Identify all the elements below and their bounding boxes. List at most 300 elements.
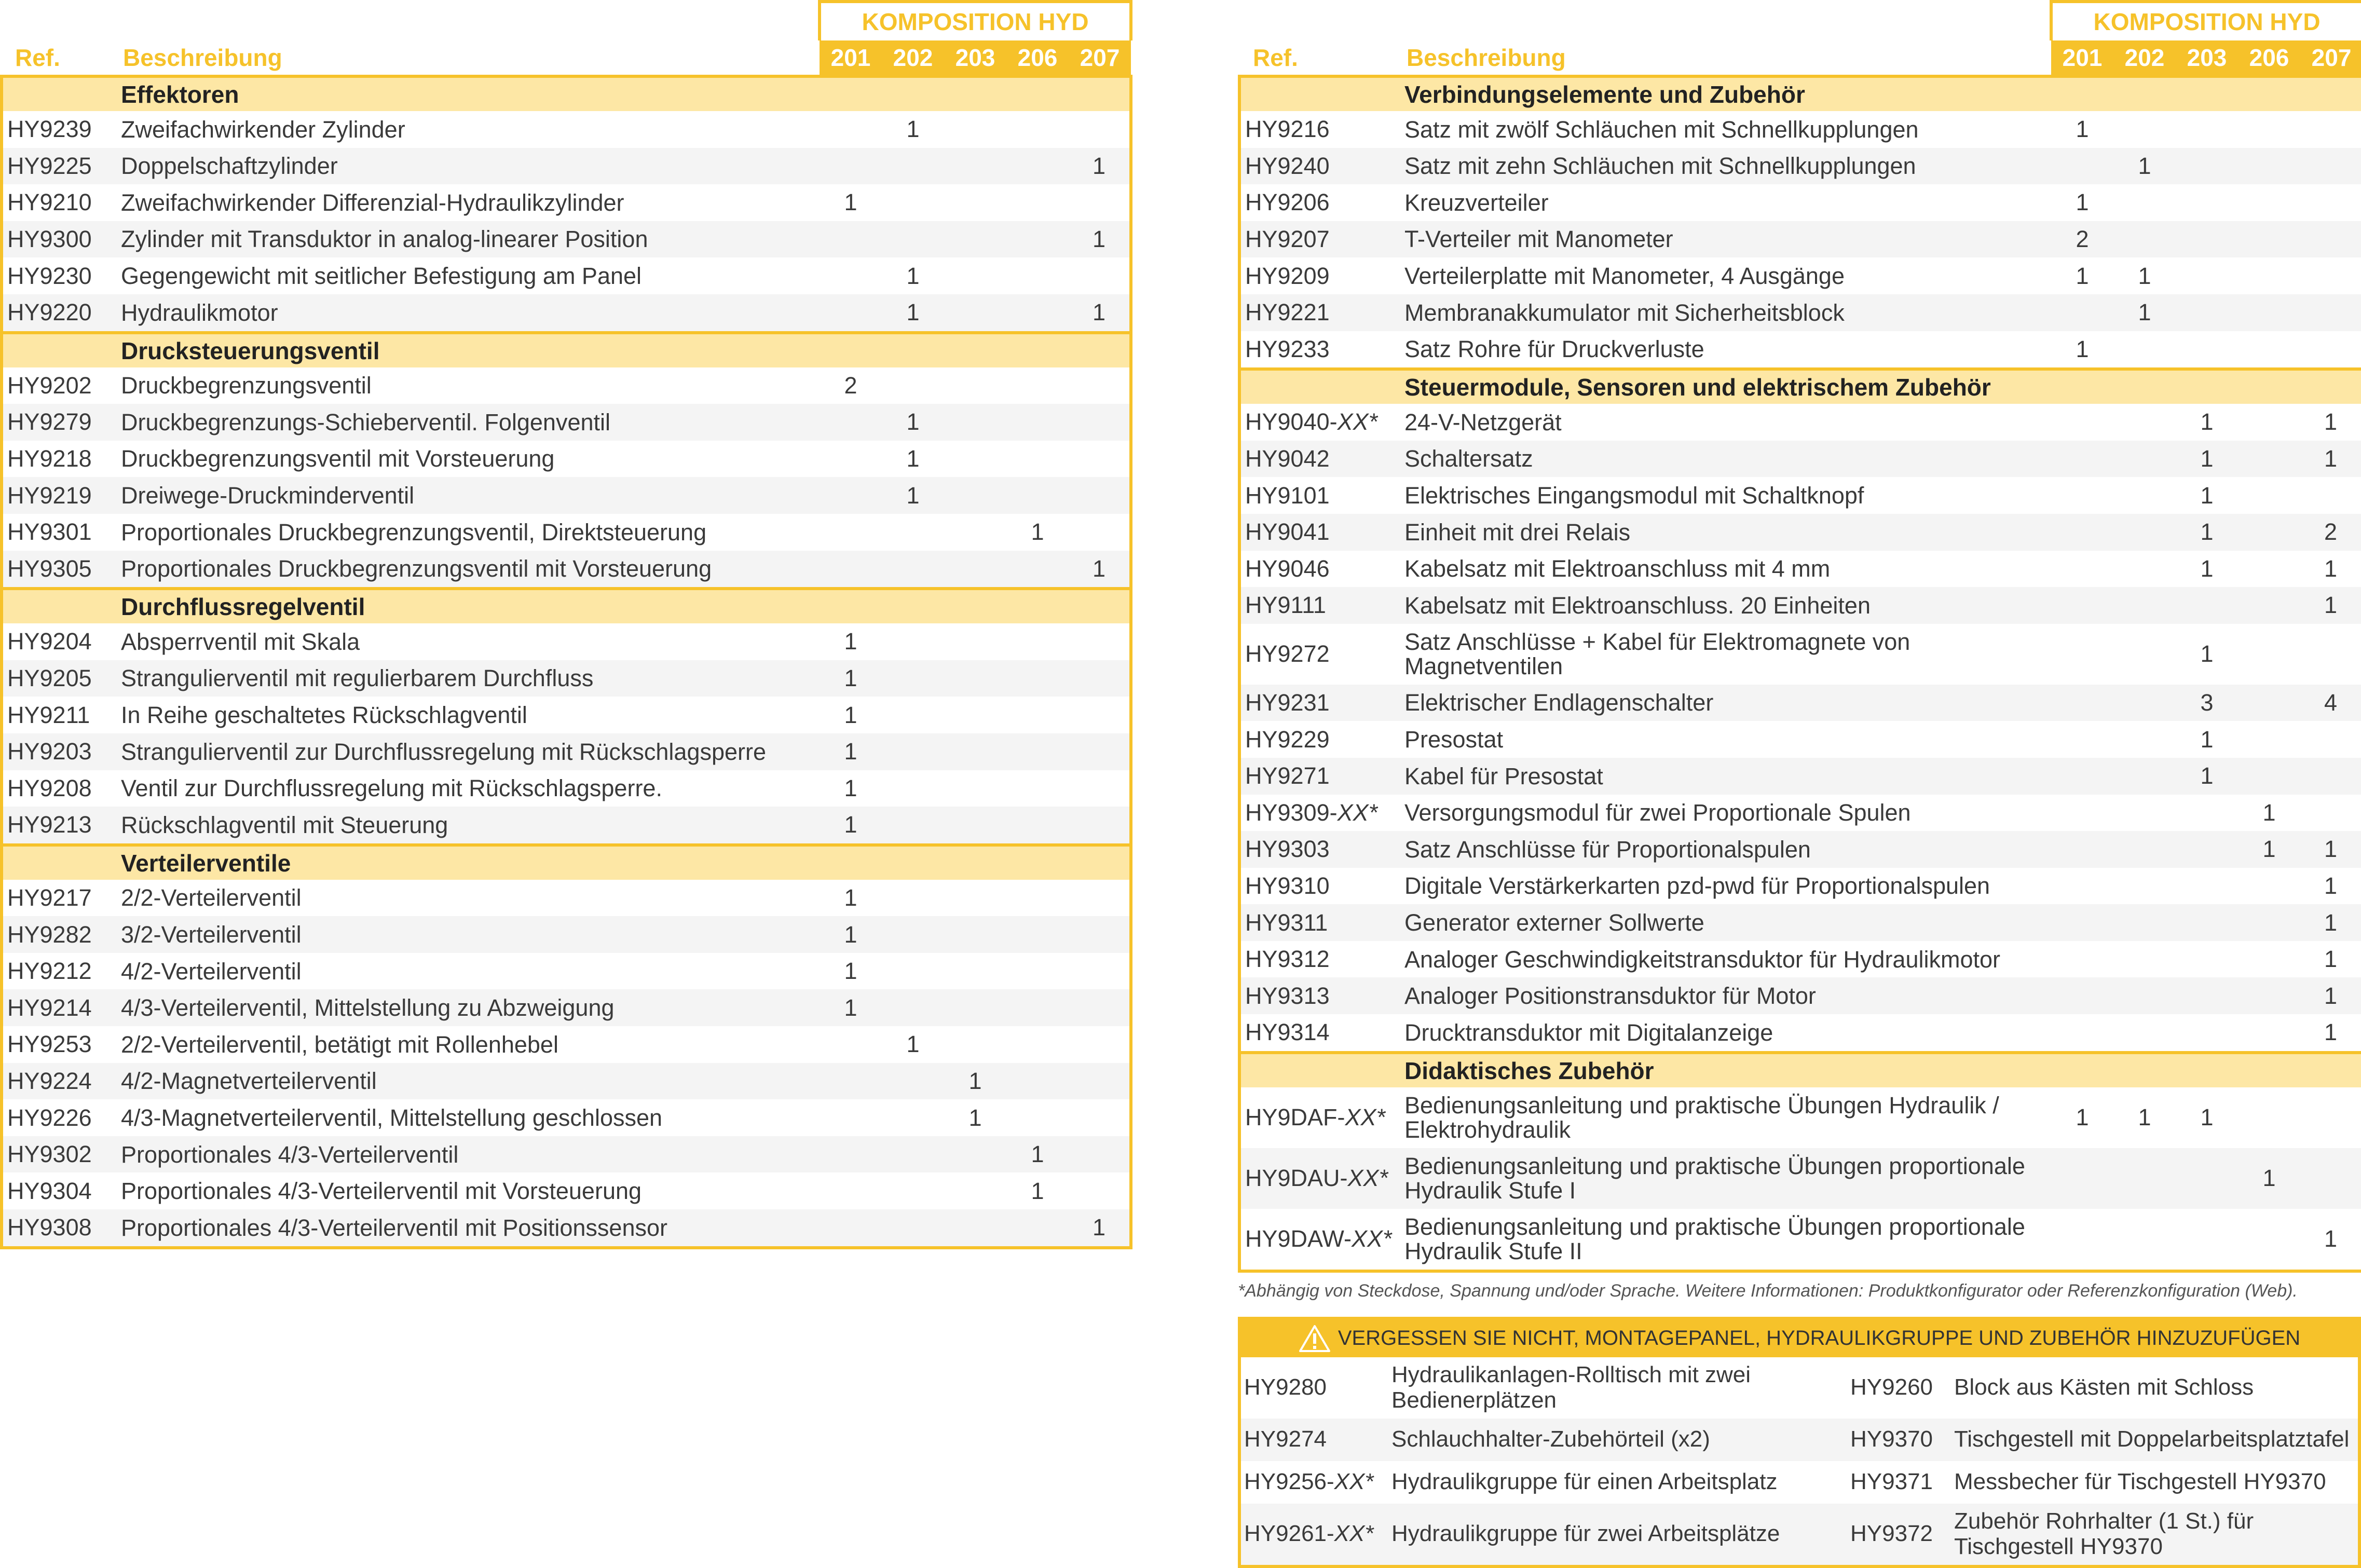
item-quantity: 1 [1069, 294, 1131, 333]
item-quantity [2113, 868, 2176, 905]
item-quantity [2176, 184, 2238, 221]
item-description: Verteilerplatte mit Manometer, 4 Ausgänge [1404, 263, 1845, 290]
item-quantity [2113, 624, 2176, 685]
item-ref-code: HY9305 [7, 555, 92, 582]
item-quantity [2051, 685, 2113, 721]
item-description: Absperrventil mit Skala [121, 628, 360, 655]
item-ref [2, 1063, 121, 1100]
item-quantity [2051, 148, 2113, 185]
item-quantity [2238, 904, 2300, 941]
accessory-ref [1241, 1419, 1388, 1461]
item-quantity [1006, 807, 1069, 845]
item-quantity [2051, 404, 2113, 441]
section-spacer [1239, 369, 1404, 404]
item-quantity: 1 [2076, 335, 2089, 362]
item-quantity [820, 441, 882, 478]
item-quantity [2176, 331, 2238, 370]
item-ref-suffix: XX* [1352, 1225, 1392, 1252]
item-quantity: 1 [2200, 555, 2214, 582]
item-quantity [1069, 441, 1131, 478]
item-quantity: 1 [2200, 408, 2214, 435]
model-column-header: 203 [2176, 40, 2238, 76]
item-quantity [944, 807, 1006, 845]
item-quantity [2238, 148, 2300, 185]
item-description: Versorgungsmodul für zwei Proportionale Spulen [1404, 799, 1911, 826]
item-quantity [2051, 758, 2113, 795]
item-quantity [2176, 221, 2238, 258]
item-quantity [882, 148, 944, 185]
item-description: Generator externer Sollwerte [1404, 904, 2051, 941]
section-spacer [2, 845, 121, 880]
item-ref-code: HY9206 [1245, 189, 1330, 216]
item-ref [1239, 111, 1404, 148]
table-row [1239, 795, 2361, 831]
item-description: Strangulierventil zur Durchflussregelung mit Rückschlagsperre [121, 733, 820, 770]
item-quantity [1069, 514, 1131, 551]
item-quantity [2051, 721, 2113, 758]
section-spacer [2, 76, 121, 111]
accessory-ref-code: HY9280 [1244, 1374, 1327, 1400]
item-description: Digitale Verstärkerkarten pzd-pwd für Proportionalspulen [1404, 872, 1990, 899]
item-quantity [944, 697, 1006, 733]
item-quantity [2300, 477, 2361, 514]
table-row [2, 989, 1131, 1026]
reminder-header [1241, 1320, 2358, 1357]
item-ref-code: HY9220 [7, 299, 92, 326]
item-quantity: 1 [844, 701, 857, 728]
item-ref [2, 953, 121, 990]
right-table-column [1238, 0, 2361, 1568]
item-quantity [2113, 514, 2176, 551]
item-quantity [882, 770, 944, 807]
item-quantity [2176, 831, 2238, 868]
table-row [1239, 685, 2361, 721]
item-ref-code: HY9213 [7, 811, 92, 838]
accessory-ref-code: HY9256- [1244, 1469, 1334, 1495]
item-quantity [2238, 721, 2300, 758]
item-quantity [944, 1026, 1006, 1063]
item-quantity [2113, 1148, 2176, 1209]
item-quantity [2051, 831, 2113, 868]
accessory-description: Hydraulikgruppe für einen Arbeitsplatz [1391, 1469, 1778, 1495]
table-row [1239, 257, 2361, 294]
item-ref [1239, 294, 1404, 331]
item-description: Zweifachwirkender Zylinder [121, 116, 405, 143]
item-description: Kreuzverteiler [1404, 189, 1549, 216]
item-quantity: 1 [2300, 977, 2361, 1014]
item-quantity [1006, 733, 1069, 770]
item-quantity [2113, 184, 2176, 221]
item-description: Ventil zur Durchflussregelung mit Rückschlagsperre. [121, 775, 662, 802]
item-description: Kabelsatz mit Elektroanschluss. 20 Einheiten [1404, 587, 2051, 624]
section-header-row [1239, 76, 2361, 111]
item-ref [2, 551, 121, 589]
item-quantity: 1 [906, 445, 920, 472]
item-quantity [2113, 221, 2176, 258]
model-column-header: 203 [944, 40, 1006, 76]
item-quantity: 1 [2300, 441, 2361, 478]
item-quantity: 1 [2200, 726, 2214, 753]
item-description: Presostat [1404, 726, 1504, 753]
item-ref [2, 294, 121, 333]
item-ref [2, 880, 121, 917]
item-quantity: 1 [1031, 519, 1044, 546]
section-title: Verteilerventile [121, 845, 1131, 880]
item-quantity [2176, 294, 2238, 331]
accessory-ref: HY9372 [1847, 1504, 1951, 1565]
item-quantity [2238, 111, 2300, 148]
item-ref-code: HY9042 [1245, 445, 1330, 472]
item-quantity: 1 [2138, 262, 2151, 289]
item-quantity: 1 [882, 404, 944, 441]
item-ref [1239, 184, 1404, 221]
item-quantity [1006, 367, 1069, 404]
item-quantity [1069, 697, 1131, 733]
item-ref [1239, 477, 1404, 514]
item-description: Einheit mit drei Relais [1404, 514, 2051, 551]
section-title: Effektoren [121, 76, 1131, 111]
item-quantity [944, 1209, 1006, 1248]
table-row [1239, 758, 2361, 795]
section-title: Verbindungselemente und Zubehör [1404, 76, 2361, 111]
item-quantity [2051, 868, 2113, 905]
item-ref [1239, 404, 1404, 441]
item-ref-code: HY9218 [7, 445, 92, 472]
item-quantity [1006, 916, 1069, 953]
item-quantity [2238, 685, 2300, 721]
item-quantity [882, 367, 944, 404]
model-column-header: 207 [2300, 40, 2361, 76]
item-quantity: 1 [882, 294, 944, 333]
table-row [1239, 441, 2361, 478]
item-quantity [2300, 294, 2361, 331]
item-description: Satz Anschlüsse für Proportionalspulen [1404, 831, 2051, 868]
item-ref [1239, 685, 1404, 721]
item-quantity [944, 770, 1006, 807]
item-quantity [2238, 624, 2300, 685]
item-description: Druckbegrenzungsventil [121, 372, 372, 399]
description-column-header: Beschreibung [1404, 40, 2051, 76]
item-quantity [2238, 1087, 2300, 1148]
table-row [1239, 904, 2361, 941]
item-description: 3/2-Verteilerventil [121, 916, 820, 953]
item-quantity [2300, 221, 2361, 258]
table-row [1239, 1148, 2361, 1209]
item-ref-suffix: XX* [1337, 408, 1378, 435]
item-ref-code: HY9203 [7, 738, 92, 765]
item-quantity: 2 [844, 372, 857, 399]
item-quantity: 1 [2200, 482, 2214, 509]
accessory-description: Schlauchhalter-Zubehörteil (x2) [1388, 1419, 1847, 1461]
accessories-table [1241, 1357, 2358, 1565]
item-quantity [1006, 1026, 1069, 1063]
item-ref [2, 733, 121, 770]
section-spacer [2, 333, 121, 367]
description-column-header: Beschreibung [121, 40, 820, 76]
item-quantity [2113, 795, 2176, 831]
item-ref [2, 1172, 121, 1209]
item-quantity: 1 [2238, 1148, 2300, 1209]
item-quantity [882, 953, 944, 990]
table-row [1239, 111, 2361, 148]
item-quantity [820, 551, 882, 589]
item-ref [1239, 441, 1404, 478]
item-quantity: 1 [2076, 116, 2089, 143]
table-row [1239, 1087, 2361, 1148]
table-row [1239, 587, 2361, 624]
item-quantity: 1 [968, 1104, 982, 1131]
accessory-ref-code: HY9261- [1244, 1521, 1334, 1547]
item-quantity [882, 1209, 944, 1248]
table-row [2, 623, 1131, 660]
item-quantity: 1 [2076, 262, 2089, 289]
table-row [2, 441, 1131, 478]
item-quantity [1006, 477, 1069, 514]
item-description: Zweifachwirkender Differenzial-Hydraulikzylinder [121, 189, 624, 216]
item-description: Membranakkumulator mit Sicherheitsblock [1404, 294, 2051, 331]
item-ref [1239, 941, 1404, 978]
section-spacer [2, 589, 121, 623]
item-quantity [820, 1099, 882, 1136]
item-quantity [1006, 660, 1069, 697]
item-quantity: 1 [844, 189, 857, 216]
item-description: Rückschlagventil mit Steuerung [121, 807, 820, 845]
item-ref-code: HY9212 [7, 958, 92, 985]
item-description: Doppelschaftzylinder [121, 148, 820, 185]
item-quantity [2300, 1087, 2361, 1148]
table-row [1239, 184, 2361, 221]
item-description: Elektrischer Endlagenschalter [1404, 685, 2051, 721]
section-title: Didaktisches Zubehör [1404, 1053, 2361, 1087]
item-quantity [820, 221, 882, 258]
item-quantity [1069, 111, 1131, 148]
accessory-description: Block aus Kästen mit Schloss [1954, 1374, 2254, 1400]
item-description: Satz mit zehn Schläuchen mit Schnellkupplungen [1404, 148, 2051, 185]
item-description: Proportionales 4/3-Verteilerventil mit Vorsteuerung [121, 1178, 642, 1205]
item-description: Druckbegrenzungs-Schieberventil. Folgenventil [121, 404, 820, 441]
item-quantity [2113, 441, 2176, 478]
item-quantity: 1 [906, 1031, 920, 1058]
table-row [1239, 404, 2361, 441]
item-description: Proportionales 4/3-Verteilerventil [121, 1136, 820, 1173]
table-row [2, 1099, 1131, 1136]
section-header-row [1239, 369, 2361, 404]
item-quantity [1069, 770, 1131, 807]
item-quantity [820, 404, 882, 441]
table-row [1239, 477, 2361, 514]
item-ref-code: HY9221 [1245, 299, 1330, 326]
table-row [2, 551, 1131, 589]
item-ref-code: HY9210 [7, 189, 92, 216]
table-row [2, 111, 1131, 148]
item-ref-code: HY9304 [7, 1177, 92, 1204]
item-quantity: 1 [820, 807, 882, 845]
ref-column-header: Ref. [1239, 40, 1404, 76]
accessory-ref [1241, 1357, 1388, 1419]
item-quantity [944, 953, 1006, 990]
item-ref [2, 514, 121, 551]
item-ref-code: HY9302 [7, 1141, 92, 1168]
table-row [2, 1209, 1131, 1248]
table-row [2, 916, 1131, 953]
item-quantity [820, 1209, 882, 1248]
item-ref [2, 221, 121, 258]
item-ref-code: HY9101 [1245, 482, 1330, 509]
item-quantity [2300, 795, 2361, 831]
item-quantity [2051, 514, 2113, 551]
item-quantity: 1 [820, 660, 882, 697]
item-quantity: 1 [2200, 1104, 2214, 1131]
item-description: Zylinder mit Transduktor in analog-linearer Position [121, 221, 820, 258]
item-quantity [2176, 1209, 2238, 1271]
item-quantity [820, 294, 882, 333]
item-description: Kabelsatz mit Elektroanschluss mit 4 mm [1404, 555, 1831, 582]
item-quantity: 1 [2300, 587, 2361, 624]
item-quantity [944, 367, 1006, 404]
item-quantity [2238, 551, 2300, 588]
item-quantity [2176, 1014, 2238, 1053]
item-quantity [944, 111, 1006, 148]
item-quantity [1069, 1026, 1131, 1063]
item-quantity [882, 1063, 944, 1100]
table-row [2, 1172, 1131, 1209]
item-ref-code: HY9240 [1245, 152, 1330, 179]
accessory-ref: HY9370 [1847, 1419, 1951, 1461]
item-ref-code: HY9309- [1245, 799, 1338, 826]
item-quantity [2238, 868, 2300, 905]
item-ref-code: HY9300 [7, 226, 92, 253]
item-quantity [2176, 257, 2238, 294]
item-quantity [2238, 514, 2300, 551]
item-quantity [2051, 977, 2113, 1014]
item-ref [2, 148, 121, 185]
item-quantity [2238, 331, 2300, 370]
item-quantity [1069, 953, 1131, 990]
item-ref [2, 1099, 121, 1136]
item-quantity [1069, 1099, 1131, 1136]
item-quantity [2238, 1209, 2300, 1271]
item-ref-code: HY9230 [7, 262, 92, 289]
item-quantity [944, 551, 1006, 589]
item-ref [2, 184, 121, 221]
item-quantity [2113, 331, 2176, 370]
table-row [1239, 624, 2361, 685]
item-description: 4/3-Verteilerventil, Mittelstellung zu Abzweigung [121, 989, 820, 1026]
section-spacer [1239, 76, 1404, 111]
item-quantity [1069, 257, 1131, 294]
item-quantity [944, 1136, 1006, 1173]
item-description: Satz Rohre für Druckverluste [1404, 336, 1704, 363]
item-quantity [1069, 916, 1131, 953]
item-ref-suffix: XX* [1337, 799, 1378, 826]
item-quantity [2113, 477, 2176, 514]
accessory-row [1241, 1504, 2358, 1565]
table-row [2, 1063, 1131, 1100]
item-quantity [1069, 623, 1131, 660]
item-ref [2, 367, 121, 404]
item-quantity [1006, 441, 1069, 478]
item-quantity: 1 [1069, 148, 1131, 185]
section-title: Steuermodule, Sensoren und elektrischem Zubehör [1404, 369, 2361, 404]
model-column-header: 202 [2113, 40, 2176, 76]
item-quantity: 1 [1069, 551, 1131, 589]
item-quantity: 1 [1031, 1177, 1044, 1204]
item-quantity [944, 184, 1006, 221]
item-quantity: 1 [820, 989, 882, 1026]
item-quantity: 1 [944, 1063, 1006, 1100]
item-quantity [1006, 770, 1069, 807]
footnote: *Abhängig von Steckdose, Spannung und/oder Sprache. Weitere Informationen: Produktkonfigurator oder Referenzkonfiguration (Web). [1238, 1280, 2298, 1301]
item-ref [2, 404, 121, 441]
item-quantity [1006, 404, 1069, 441]
item-quantity [820, 148, 882, 185]
item-description: Satz Anschlüsse + Kabel für Elektromagnete von Magnetventilen [1404, 628, 1910, 680]
table-row [2, 257, 1131, 294]
item-quantity [2051, 904, 2113, 941]
item-description: Gegengewicht mit seitlicher Befestigung am Panel [121, 263, 642, 290]
item-quantity [944, 294, 1006, 333]
item-ref-code: HY9041 [1245, 519, 1330, 546]
ref-column-header: Ref. [2, 40, 121, 76]
section-title: Durchflussregelventil [121, 589, 1131, 623]
item-quantity [2176, 941, 2238, 978]
item-ref-code: HY9209 [1245, 262, 1330, 289]
item-ref-code: HY9111 [1245, 592, 1326, 619]
item-quantity: 1 [2200, 640, 2214, 667]
item-ref-code: HY9313 [1245, 982, 1330, 1009]
item-quantity [882, 1099, 944, 1136]
item-ref-code: HY9207 [1245, 226, 1330, 253]
model-column-header: 207 [1069, 40, 1131, 76]
item-quantity: 1 [844, 958, 857, 985]
table-row [2, 184, 1131, 221]
item-quantity [1069, 367, 1131, 404]
warning-icon [1299, 1325, 1331, 1353]
item-quantity [2113, 1014, 2176, 1053]
composition-title: KOMPOSITION HYD [2051, 2, 2361, 40]
item-ref-code: HY9226 [7, 1104, 92, 1131]
table-row [2, 1136, 1131, 1173]
item-quantity [2238, 404, 2300, 441]
reminder-title: VERGESSEN SIE NICHT, MONTAGEPANEL, HYDRAULIKGRUPPE UND ZUBEHÖR HINZUZUFÜGEN [1338, 1327, 2301, 1350]
item-quantity [944, 916, 1006, 953]
item-quantity [944, 477, 1006, 514]
item-quantity: 1 [906, 262, 920, 289]
table-row [2, 477, 1131, 514]
item-quantity [1006, 221, 1069, 258]
item-ref [1239, 1209, 1404, 1271]
item-quantity: 1 [844, 884, 857, 911]
table-row [1239, 514, 2361, 551]
item-ref [2, 697, 121, 733]
table-row [1239, 831, 2361, 868]
item-description: Hydraulikmotor [121, 294, 820, 333]
item-description: 4/3-Magnetverteilerventil, Mittelstellung geschlossen [121, 1104, 663, 1131]
item-quantity [1069, 1063, 1131, 1100]
item-quantity [2300, 721, 2361, 758]
item-quantity [882, 697, 944, 733]
item-quantity [882, 623, 944, 660]
table-row [2, 880, 1131, 917]
item-description: 2/2-Verteilerventil, betätigt mit Rollenhebel [121, 1031, 558, 1058]
item-ref [1239, 831, 1404, 868]
table-row [1239, 331, 2361, 370]
table-row [2, 953, 1131, 990]
item-ref-code: HY9253 [7, 1031, 92, 1058]
item-quantity [2238, 221, 2300, 258]
item-ref [1239, 1087, 1404, 1148]
item-quantity: 1 [2076, 1104, 2089, 1131]
